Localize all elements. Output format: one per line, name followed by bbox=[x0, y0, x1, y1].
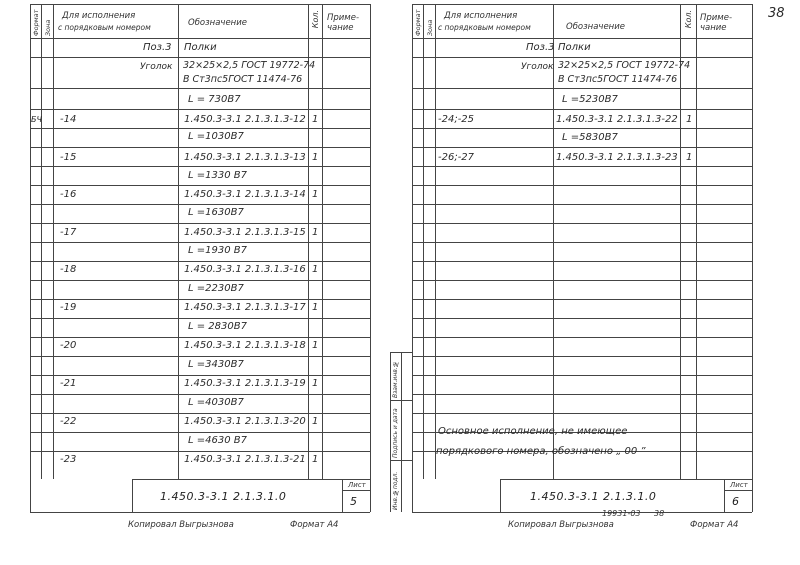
spec-line2: В Ст3пс5ГОСТ 11474-76 bbox=[183, 74, 303, 85]
table-row-designation: 1.450.3-3.1 2.1.3.1.3-16 bbox=[184, 264, 306, 275]
side-label-inv: Инв.№подл. bbox=[392, 471, 399, 510]
table-row-length: L =4030В7 bbox=[188, 397, 244, 408]
header-format: Формат bbox=[414, 9, 422, 36]
table-row-qty: 1 bbox=[312, 189, 319, 200]
section-pos: Поз.3 bbox=[526, 42, 555, 53]
table-row-variant: -21 bbox=[60, 378, 77, 389]
table-row-length: L =3430В7 bbox=[188, 359, 244, 370]
table-row-variant: -17 bbox=[60, 227, 77, 238]
table-row-designation: 1.450.3-3.1 2.1.3.1.3-12 bbox=[184, 114, 306, 125]
table-row-variant: -20 bbox=[60, 340, 77, 351]
table-row-designation: 1.450.3-3.1 2.1.3.1.3-15 bbox=[184, 227, 306, 238]
header-designation: Обозначение bbox=[188, 18, 247, 28]
header-note-line1: Приме- bbox=[327, 13, 360, 23]
header-qty: Кол. bbox=[311, 10, 320, 29]
header-variant-line1: Для исполнения bbox=[62, 11, 136, 21]
table-row-designation: 1.450.3-3.1 2.1.3.1.3-22 bbox=[556, 114, 678, 125]
header-note-line2: чание bbox=[700, 23, 727, 33]
table-row-qty: 1 bbox=[312, 416, 319, 427]
table-row-variant: -26;-27 bbox=[438, 152, 475, 163]
table-row-variant: -18 bbox=[60, 264, 77, 275]
table-row-qty: 1 bbox=[312, 227, 319, 238]
footnote-line1: Основное исполнение, не имеющее bbox=[438, 426, 628, 437]
table-row-qty: 1 bbox=[312, 454, 319, 465]
spec-line1: 32×25×2,5 ГОСТ 19772-74 bbox=[183, 60, 316, 71]
header-variant-line1: Для исполнения bbox=[444, 11, 518, 21]
copied-by: Копировал Выгрызнова bbox=[508, 520, 614, 530]
sheet-label: Лист bbox=[730, 481, 748, 489]
table-row-designation: 1.450.3-3.1 2.1.3.1.3-18 bbox=[184, 340, 306, 351]
first-length: L =5230В7 bbox=[562, 94, 618, 105]
table-row-qty: 1 bbox=[312, 378, 319, 389]
side-label-replace: Взам.инв.№ bbox=[392, 360, 399, 398]
table-row-qty: 1 bbox=[312, 302, 319, 313]
header-format: Формат bbox=[32, 9, 40, 36]
table-row-length: L =1930 В7 bbox=[188, 245, 247, 256]
archive-page: 38 bbox=[654, 509, 665, 518]
sheet-number: 5 bbox=[350, 495, 358, 508]
spec-line1: 32×25×2,5 ГОСТ 19772-74 bbox=[558, 60, 691, 71]
table-row-qty: 1 bbox=[312, 152, 319, 163]
sheet-label: Лист bbox=[348, 481, 366, 489]
table-row-qty: 1 bbox=[312, 114, 319, 125]
table-row-variant: -23 bbox=[60, 454, 77, 465]
table-row-variant: -19 bbox=[60, 302, 77, 313]
footnote-line2: порядкового номера, обозначено „ 00 ” bbox=[436, 446, 646, 457]
table-row-designation: 1.450.3-3.1 2.1.3.1.3-13 bbox=[184, 152, 306, 163]
table-row-qty: 1 bbox=[312, 264, 319, 275]
table-row-variant: -24;-25 bbox=[438, 114, 475, 125]
header-variant-line2: с порядковым номером bbox=[438, 23, 531, 32]
table-row-designation: 1.450.3-3.1 2.1.3.1.3-14 bbox=[184, 189, 306, 200]
spec-left: Уголок bbox=[140, 62, 173, 72]
copied-by: Копировал Выгрызнова bbox=[128, 520, 234, 530]
header-zone: Зона bbox=[44, 19, 52, 36]
table-row-length: L =1630В7 bbox=[188, 207, 244, 218]
section-name: Полки bbox=[558, 42, 591, 53]
header-note-line2: чание bbox=[327, 23, 354, 33]
table-row-designation: 1.450.3-3.1 2.1.3.1.3-17 bbox=[184, 302, 306, 313]
table-row-variant: -15 bbox=[60, 152, 77, 163]
archive-number: 19931-03 bbox=[602, 509, 641, 518]
sheet-number: 6 bbox=[732, 495, 740, 508]
table-row-length: L =5830В7 bbox=[562, 132, 618, 143]
zone-mark: БЧ bbox=[31, 115, 42, 124]
table-row-qty: 1 bbox=[686, 114, 693, 125]
table-row-length: L =1330 В7 bbox=[188, 170, 247, 181]
table-row-length: L =1030В7 bbox=[188, 131, 244, 142]
table-row-variant: -16 bbox=[60, 189, 77, 200]
header-variant-line2: с порядковым номером bbox=[58, 23, 151, 32]
table-row-designation: 1.450.3-3.1 2.1.3.1.3-20 bbox=[184, 416, 306, 427]
table-row-designation: 1.450.3-3.1 2.1.3.1.3-21 bbox=[184, 454, 306, 465]
table-row-designation: 1.450.3-3.1 2.1.3.1.3-23 bbox=[556, 152, 678, 163]
header-note-line1: Приме- bbox=[700, 13, 733, 23]
table-row-designation: 1.450.3-3.1 2.1.3.1.3-19 bbox=[184, 378, 306, 389]
header-qty: Кол. bbox=[684, 10, 693, 29]
format-label: Формат А4 bbox=[290, 520, 339, 530]
table-row-variant: -22 bbox=[60, 416, 77, 427]
table-row-variant: -14 bbox=[60, 114, 77, 125]
table-row-qty: 1 bbox=[312, 340, 319, 351]
first-length: L = 730В7 bbox=[188, 94, 241, 105]
stamp-code: 1.450.3-3.1 2.1.3.1.0 bbox=[530, 490, 657, 503]
table-row-qty: 1 bbox=[686, 152, 693, 163]
spec-line2: В Ст3пс5ГОСТ 11474-76 bbox=[558, 74, 678, 85]
spec-left: Уголок bbox=[521, 62, 554, 72]
table-row-length: L =4630 В7 bbox=[188, 435, 247, 446]
table-row-length: L = 2830В7 bbox=[188, 321, 247, 332]
table-row-length: L =2230В7 bbox=[188, 283, 244, 294]
format-label: Формат А4 bbox=[690, 520, 739, 530]
header-designation: Обозначение bbox=[566, 22, 625, 32]
section-name: Полки bbox=[184, 42, 217, 53]
header-zone: Зона bbox=[426, 19, 434, 36]
side-label-signature: Подпись и дата bbox=[392, 408, 399, 458]
page-corner-number: 38 bbox=[768, 6, 785, 21]
stamp-code: 1.450.3-3.1 2.1.3.1.0 bbox=[160, 490, 287, 503]
section-pos: Поз.3 bbox=[143, 42, 172, 53]
